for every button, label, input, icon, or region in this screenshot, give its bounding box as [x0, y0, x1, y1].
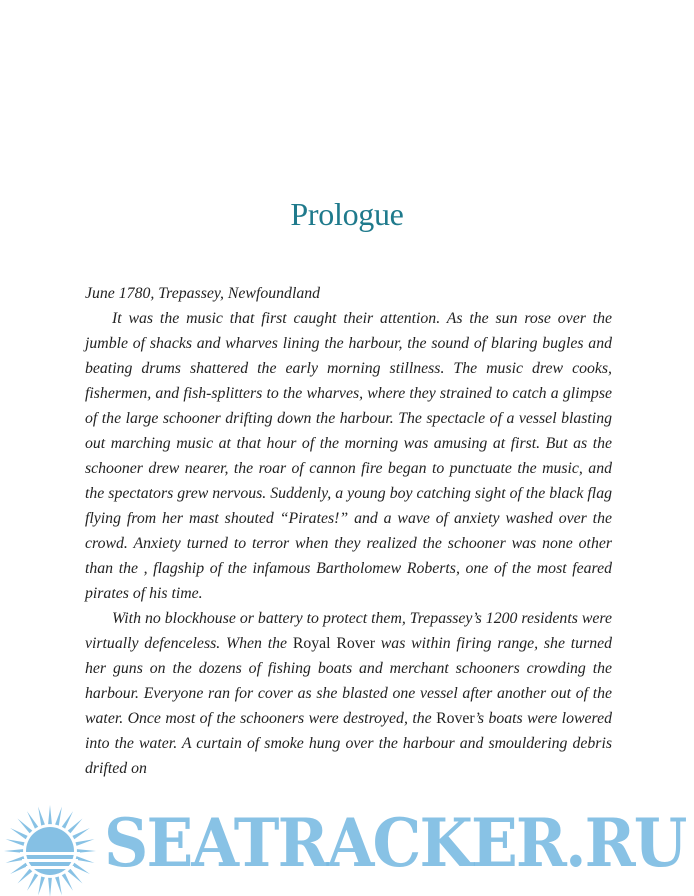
chapter-title: Prologue [290, 196, 404, 232]
paragraph-1: It was the music that first caught their attention. As the sun rose over the jumble of shacks and wharves lining the harbour, the sound of blaring bugles and beating drums shattered the early morning stillness. The music drew cooks, fishermen, and fish-splitters to the wharves, where they strained to catch a glimpse of the large schooner drifting down the harbour. The spectacle of a vessel blasting out marching music at that hour of the morning was amusing at first. But as the schooner drew nearer, the roar of cannon fire began to punctuate the music, and the spectators grew nervous. Suddenly, a young boy catching sight of the black flag flying from her mast shouted “Pirates!” and a wave of anxiety washed over the crowd. Anxiety turned to terror when they realized the schooner was none other than the , flagship of the infamous Bartholomew Roberts, one of the most feared pirates of his time. [85, 310, 612, 602]
ship-name-royal-rover: Royal Rover [292, 635, 375, 652]
watermark-text: SEATRACKER.RU [104, 804, 686, 882]
prologue-text [85, 281, 612, 781]
paragraph-2-part-c: ’s boats were lowered into the water. A curtain of smoke hung over the harbour and smouldering debris drifted on [85, 710, 612, 777]
ship-name-rover: Rover [436, 710, 475, 727]
paragraph-2-part-a: With no blockhouse or battery to protect them, Trepassey’s 1200 residents were virtually defenceless. When the [85, 610, 612, 652]
watermark-sun-icon [0, 796, 100, 896]
paragraph-2 [85, 606, 612, 781]
paragraph-2-part-b: was within firing range, she turned her guns on the dozens of fishing boats and merchant schooners crowding the harbour. Everyone ran for cover as she blasted one vessel after another out of the water. Once most of the schooners were destroyed, the [85, 635, 612, 727]
dateline: June 1780, Trepassey, Newfoundland [85, 285, 321, 302]
